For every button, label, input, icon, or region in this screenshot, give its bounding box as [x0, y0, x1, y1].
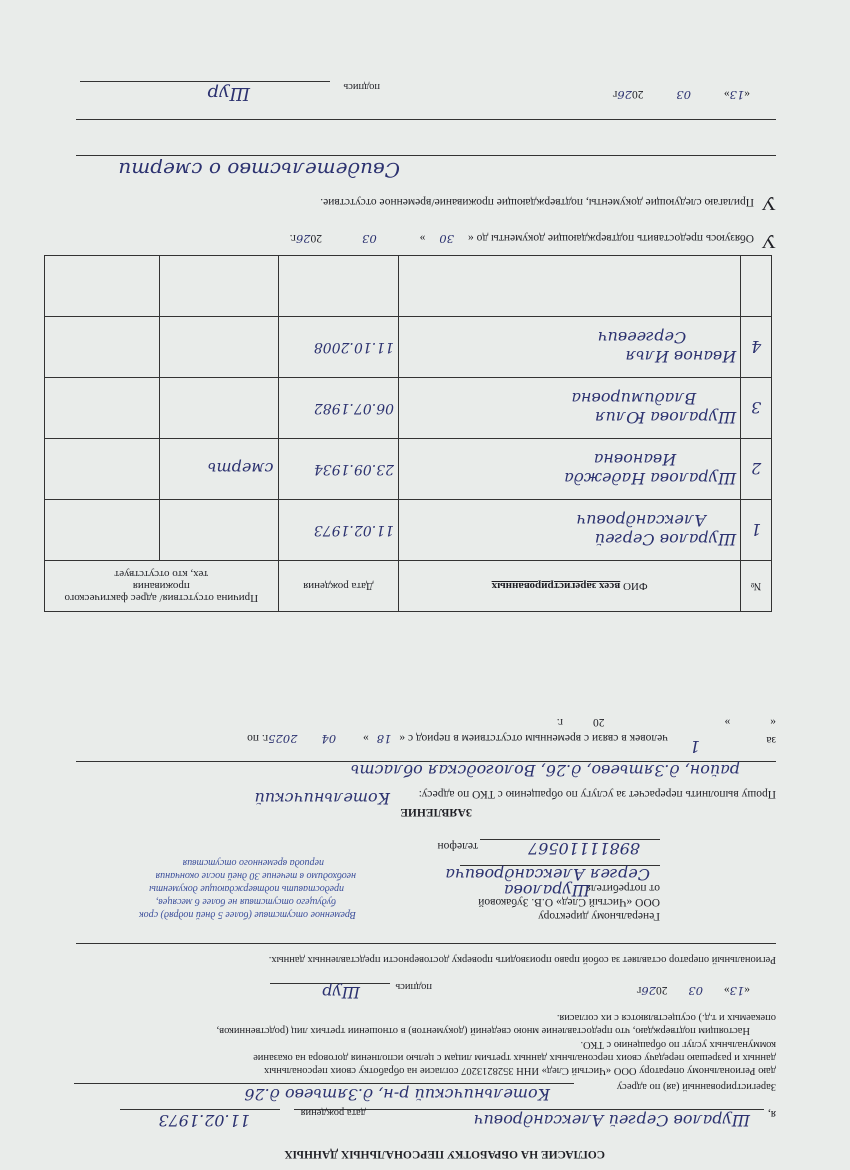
consent-reg-label: Зарегистрированный (ая) по адресу [616, 1081, 776, 1092]
row-dob [278, 256, 398, 317]
undertake-mark: У [761, 230, 776, 252]
consent-address: Котельничский р-н, д.Зятьево д.26 [244, 1085, 550, 1104]
phone-label: телефон [437, 840, 478, 852]
consent-signature: Шур [322, 983, 360, 1002]
row-fio: Шуралова Юлия Владимировна [399, 378, 741, 439]
header-reason: Причина отсутствия/ адрес фактического проживания тех, кто отсутствует [45, 561, 279, 612]
consent-p5: опекаемых и т.д.) осуществляются с их согласия. [556, 1012, 776, 1023]
row-dob: 11.02.1973 [278, 500, 398, 561]
application-addr-2: район, д.Зятьево, д.26, Вологодская область [350, 761, 740, 780]
application-request: Прошу выполнить перерасчет за услугу по обращению с ТКО по адресу: [418, 788, 776, 800]
row-dob: 11.10.2008 [278, 317, 398, 378]
table-row [45, 439, 772, 500]
row-extra [45, 439, 160, 500]
consent-dob-label: дата рождения [300, 1107, 366, 1118]
addr-line [74, 1083, 574, 1084]
application-count: 1 [689, 737, 700, 756]
application-addr-1: Котельничский [254, 789, 390, 808]
table-row [45, 256, 772, 317]
row-reason: смерть [160, 439, 278, 500]
consent-p1: даю Региональному оператору ООО «Чистый След» ИНН 3528213207 согласие на обработку своих персональных [263, 1065, 776, 1076]
row-no: 2 [741, 439, 772, 500]
row-dob: 23.09.1934 [278, 439, 398, 500]
addressee-l1: Генеральному директору [538, 910, 660, 922]
consent-p4: Настоящим подтверждаю, что предоставление мною сведений (документов) в отношении третьих лиц (родственников, [216, 1025, 750, 1036]
attach-document: Свидетельство о смерти [118, 158, 400, 182]
row-no: 1 [741, 500, 772, 561]
consent-note: Региональный оператор оставляет за собой право производить проверку достоверности представленных данных. [268, 954, 776, 965]
notice-l5: периода временного отсутствия [182, 857, 324, 868]
row-extra [45, 317, 160, 378]
row-extra [45, 500, 160, 561]
row-reason [160, 317, 278, 378]
table-row [45, 317, 772, 378]
table-row [45, 500, 772, 561]
table-row [45, 378, 772, 439]
row-no [741, 256, 772, 317]
attach-line-1 [76, 155, 776, 156]
application-title: ЗАЯВЛЕНИЕ [400, 806, 472, 818]
row-no: 4 [741, 317, 772, 378]
consent-sign-label: подпись [395, 981, 432, 992]
consent-prefix: я, [767, 1108, 776, 1120]
row-fio: Шуралова Надежда Ивановна [399, 439, 741, 500]
attach-line-2 [76, 119, 776, 120]
notice-l3: предоставить подтверждающие документы [149, 883, 344, 894]
consent-date: «13» 03 2026г [636, 984, 750, 998]
consent-name: Шуралов Сергей Александрович [473, 1111, 750, 1130]
header-fio: ФИО всех зарегистрированных [399, 561, 741, 612]
row-reason [160, 256, 278, 317]
row-reason [160, 378, 278, 439]
addressee-l3: от потребителя [585, 882, 660, 894]
application-za: за [766, 734, 776, 746]
row-fio: Иванов Илья Сергеевич [399, 317, 741, 378]
consent-p3: коммунальных услуг по обращению с ТКО. [580, 1039, 776, 1050]
bottom-signature: Шур [207, 83, 250, 104]
row-no: 3 [741, 378, 772, 439]
attach-text: Прилагаю следующие документы, подтверждающие проживание/временное отсутствие. [320, 196, 754, 208]
consent-dob: 11.02.1973 [158, 1111, 250, 1130]
bottom-sign-line [80, 81, 330, 82]
addressee-l2: ООО «Чистый След» О.В. Зубаковой [478, 896, 660, 908]
consent-title: СОГЛАСИЕ НА ОБРАБОТКУ ПЕРСОНАЛЬНЫХ ДАННЫХ [284, 1148, 605, 1160]
row-extra [45, 256, 160, 317]
header-no: № [741, 561, 772, 612]
bottom-date: «13» 03 2026г [612, 88, 750, 102]
table-header-row [45, 561, 772, 612]
row-reason [160, 500, 278, 561]
attach-mark: У [761, 192, 776, 214]
row-extra [45, 378, 160, 439]
addressee-surname: Шуралова [504, 881, 590, 900]
addressee-fullname: Сергея Александровича [445, 865, 650, 884]
divider [76, 943, 776, 944]
notice-l2: будущего отсутствия не более 6 месяцев, [155, 896, 336, 907]
bottom-sign-label: подпись [343, 81, 380, 92]
header-dob: Дата рождения [278, 561, 398, 612]
application-period-end: «»20г. [556, 716, 776, 728]
row-dob: 06.07.1982 [278, 378, 398, 439]
application-period: человек в связи с временным отсутствием в период с «18» 042025г. по [247, 732, 668, 746]
undertake-text: Обязуюсь предоставить подтверждающие документы до «30» 032026г. [289, 232, 754, 246]
notice-l1: Временное отсутствие (более 5 дней подряд) срок [138, 909, 356, 920]
row-fio [399, 256, 741, 317]
consent-p2: данных и разрешаю передачу своих персональных данных третьим лицам с целью исполнения договора на оказание [253, 1052, 776, 1063]
dob-line [120, 1109, 280, 1110]
row-fio: Шуралов Сергей Александрович [399, 500, 741, 561]
phone-value: 89811110567 [528, 839, 640, 858]
notice-l4: необходимо в течение 30 дней после окончания [155, 870, 356, 881]
registered-persons-table [44, 255, 772, 612]
